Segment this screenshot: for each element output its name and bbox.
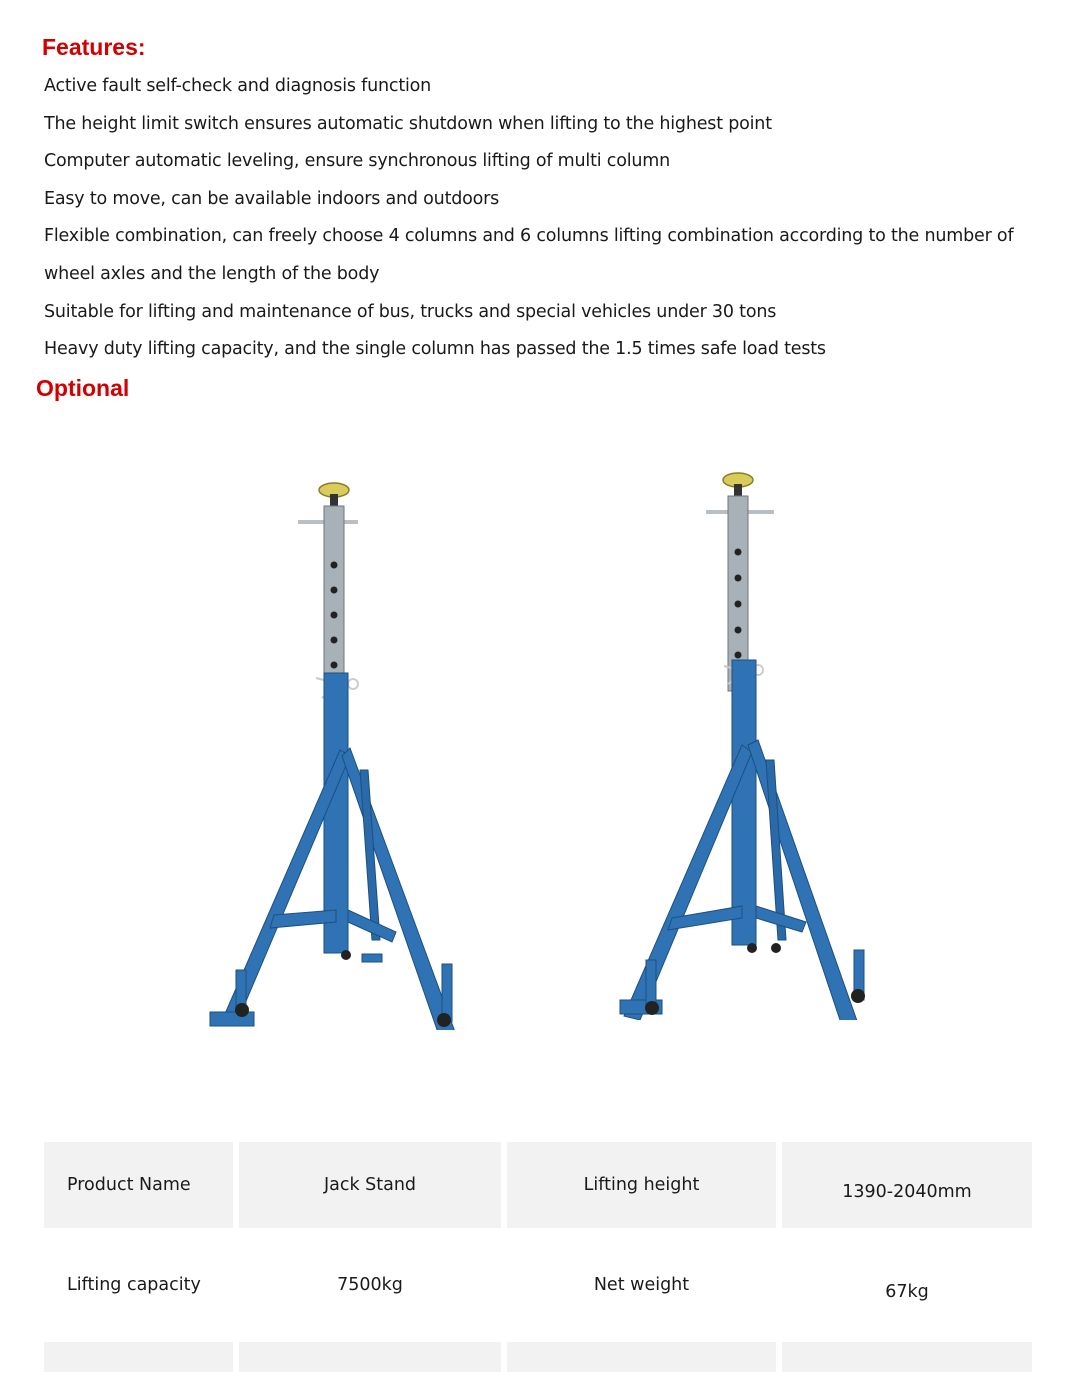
spec-label: Net weight: [507, 1242, 776, 1328]
spec-value: 1390-2040mm: [842, 1182, 972, 1202]
spec-value-cell: [782, 1142, 1032, 1228]
feature-item: The height limit switch ensures automatic shutdown when lifting to the highest point: [44, 113, 772, 134]
feature-item: Flexible combination, can freely choose 4 columns and 6 columns lifting combination according to the number of: [44, 226, 1014, 247]
feature-item: Active fault self-check and diagnosis function: [44, 76, 432, 96]
spec-label: Lifting height: [507, 1142, 776, 1228]
spec-value: Jack Stand: [239, 1142, 501, 1228]
jack-stand-image: [190, 470, 490, 1030]
feature-item: Computer automatic leveling, ensure synchronous lifting of multi column: [44, 151, 670, 172]
empty-cell: [44, 1342, 233, 1372]
empty-cell: [239, 1342, 501, 1372]
feature-item: Suitable for lifting and maintenance of bus, trucks and special vehicles under 30 tons: [44, 301, 777, 322]
feature-item: wheel axles and the length of the body: [44, 263, 380, 284]
jack-stand-image: [600, 460, 900, 1020]
empty-cell: [782, 1342, 1032, 1372]
spec-label: Lifting capacity: [44, 1242, 233, 1328]
specs-table: [38, 1128, 1038, 1386]
table-row: [44, 1242, 1032, 1328]
product-images: [0, 440, 1070, 1080]
features-heading: Features:: [42, 34, 146, 60]
spec-value-cell: [782, 1242, 1032, 1328]
empty-cell: [507, 1342, 776, 1372]
feature-item: Heavy duty lifting capacity, and the single column has passed the 1.5 times safe load tests: [44, 339, 826, 360]
optional-heading: Optional: [36, 375, 130, 401]
table-row: [44, 1142, 1032, 1228]
table-row: [44, 1342, 1032, 1372]
spec-value: 7500kg: [239, 1242, 501, 1328]
feature-list: [44, 68, 1044, 369]
feature-item: Easy to move, can be available indoors and outdoors: [44, 188, 500, 209]
spec-label: Product Name: [44, 1142, 233, 1228]
spec-value: 67kg: [885, 1282, 929, 1302]
